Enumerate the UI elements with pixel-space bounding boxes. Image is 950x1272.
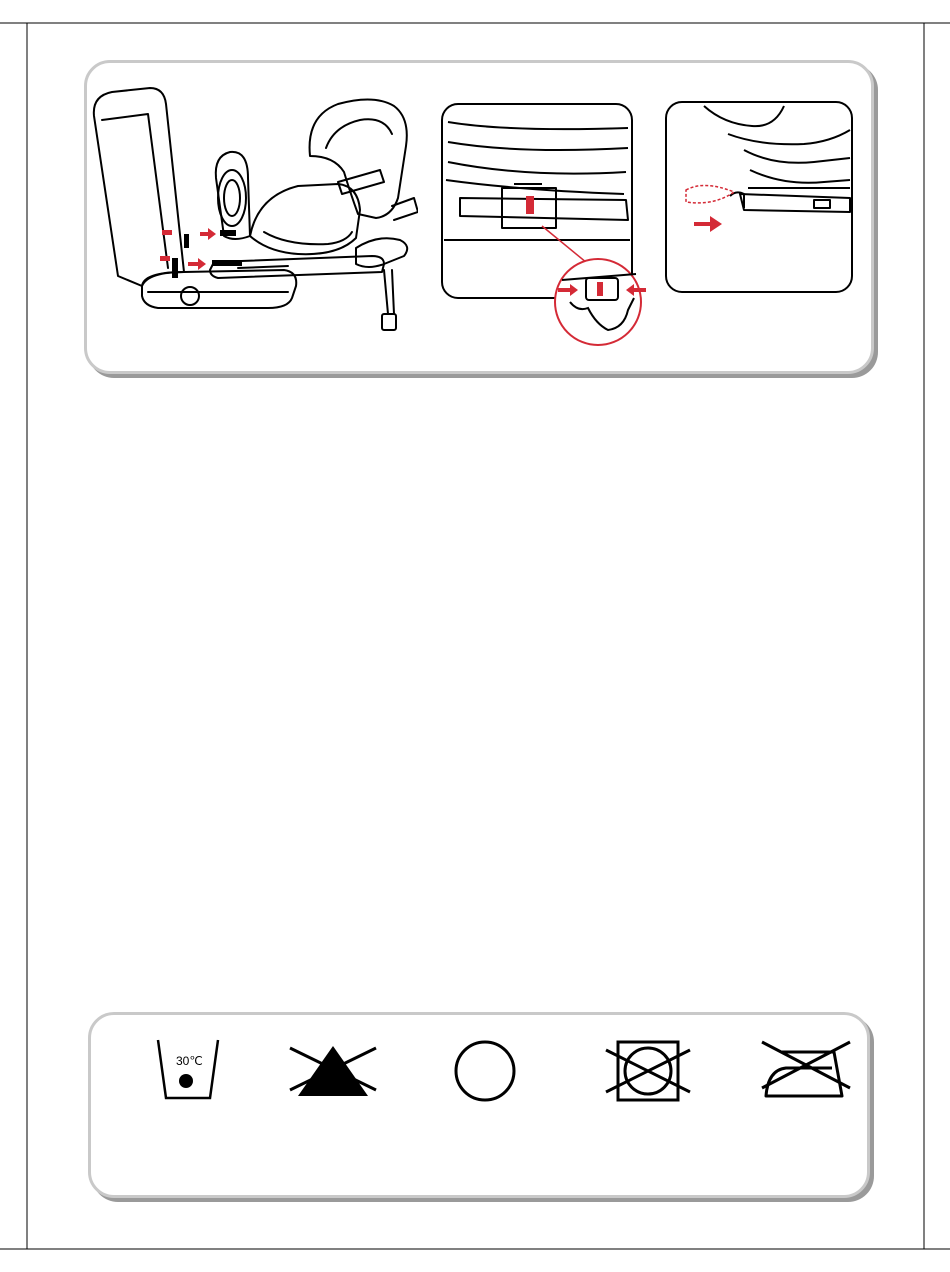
isofix-pull-icon <box>664 100 856 294</box>
do-not-bleach-icon <box>286 1040 380 1100</box>
isofix-release-icon <box>438 102 658 346</box>
wash-temperature-label: 30℃ <box>176 1054 203 1068</box>
hand-wash-30-icon <box>152 1036 224 1102</box>
dry-clean-icon <box>450 1038 520 1104</box>
car-seat-icon <box>88 86 418 348</box>
do-not-tumble-dry-icon <box>604 1038 694 1104</box>
do-not-iron-icon <box>758 1038 854 1102</box>
